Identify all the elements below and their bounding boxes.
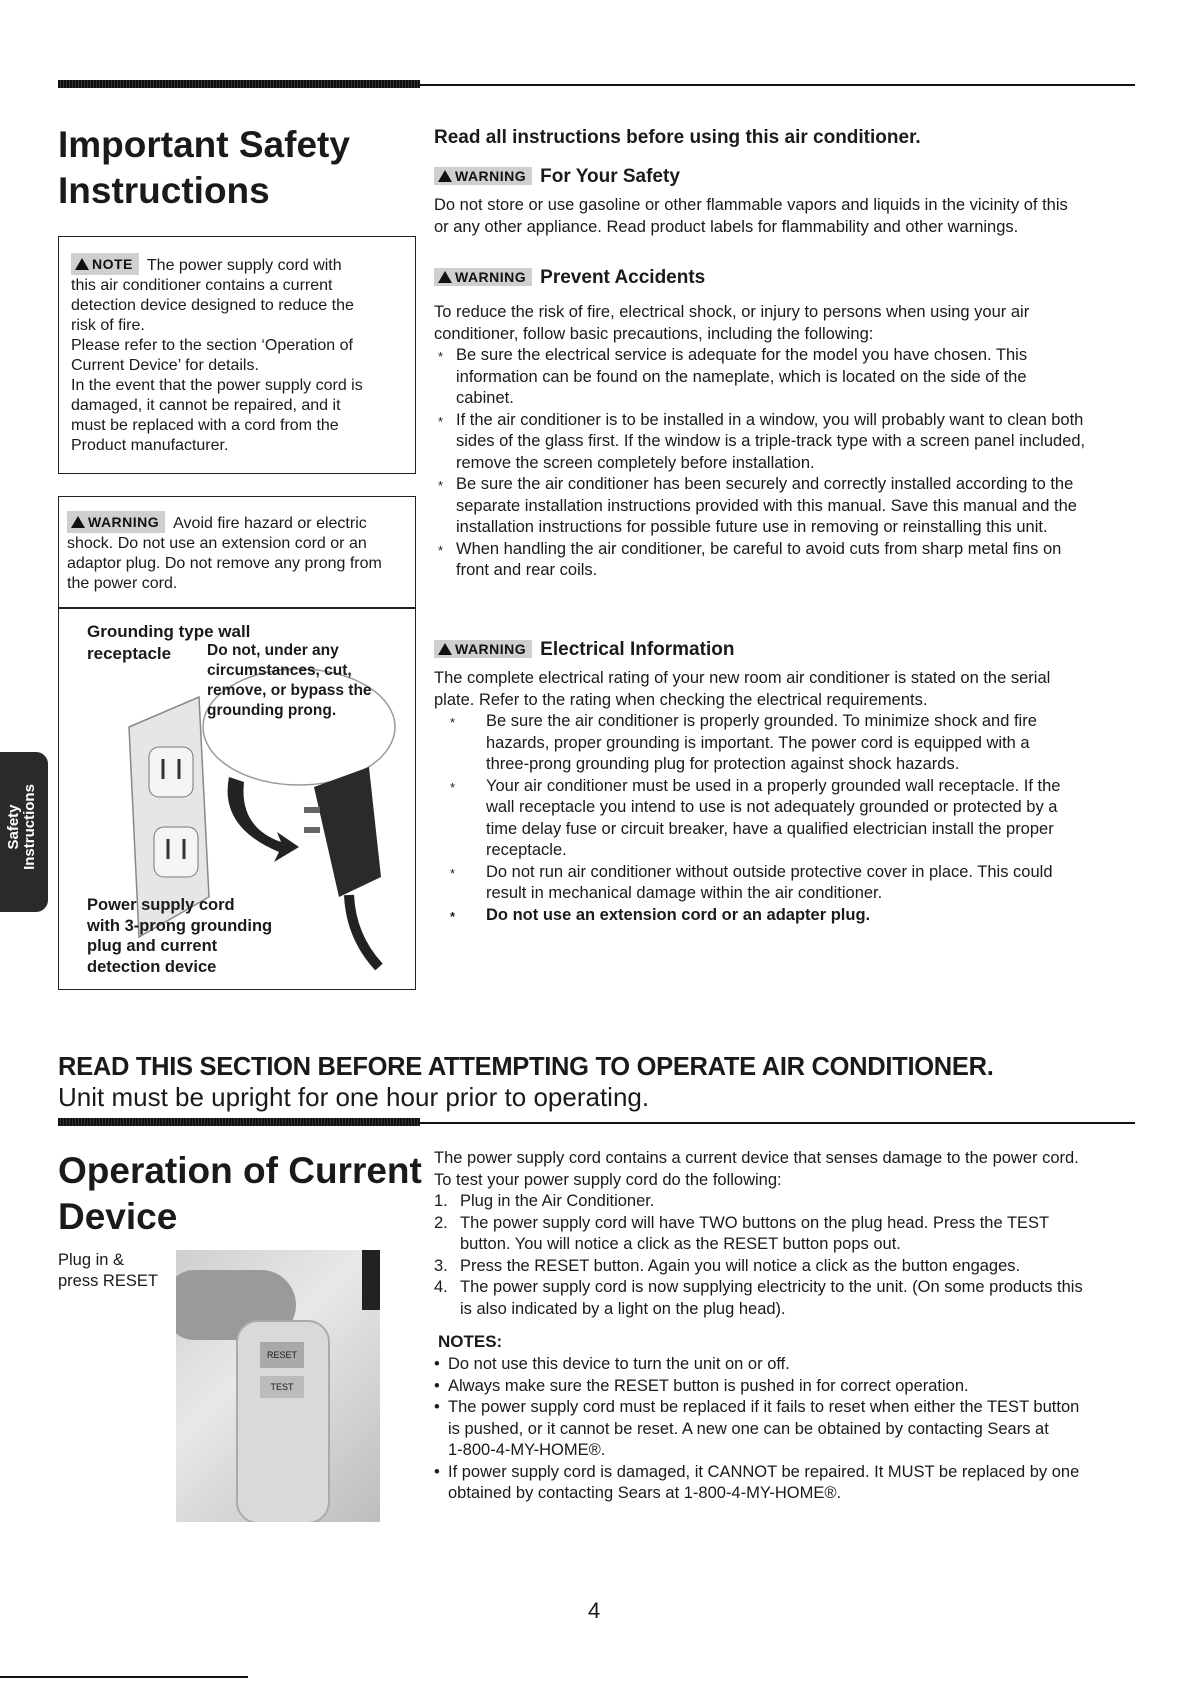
banner-line1: READ THIS SECTION BEFORE ATTEMPTING TO OPERATE AIR CONDITIONER. xyxy=(58,1053,994,1081)
notes-list xyxy=(434,1354,1144,1505)
side-tab-safety-instructions[interactable] xyxy=(0,752,48,912)
notes-title: NOTES: xyxy=(438,1332,503,1351)
mid-rule-thin xyxy=(420,1122,1135,1124)
plug-photo xyxy=(176,1250,380,1522)
warning-triangle-icon xyxy=(75,258,89,270)
bottom-rule xyxy=(0,1676,248,1678)
warning-badge: WARNING xyxy=(434,640,532,658)
page-title: Important Safety Instructions xyxy=(58,124,350,211)
list-item: * If the air conditioner is to be installed in a window, you will probably want to clean both sides of the glass first. If the window is a triple-track type with a screen panel included, remove the screen completely before installation. xyxy=(434,410,1144,475)
list-item-bold: * Do not use an extension cord or an adapter plug. xyxy=(434,905,1144,927)
note-box: NOTE The power supply cord with this air conditioner contains a current detection device designed to reduce the risk of fire. Please refer to the section ‘Operation of Current Device’ for details. In the event that the power supply cord is damaged, it cannot be repaired, and it must be replaced with a cord from the Product manufacturer. xyxy=(58,236,416,474)
warning-triangle-icon xyxy=(438,643,452,655)
plug-head-shape xyxy=(236,1320,330,1522)
curved-arrow-icon xyxy=(228,777,299,862)
note-badge: NOTE xyxy=(71,253,139,275)
list-item: • Always make sure the RESET button is pushed in for correct operation. xyxy=(434,1376,1144,1398)
warning-triangle-icon xyxy=(438,170,452,182)
list-item: * Do not run air conditioner without outside protective cover in place. This could result in mechanical damage within the air conditioner. xyxy=(434,862,1144,905)
label-receptacle: Grounding type wall receptacle xyxy=(87,622,251,663)
warning-triangle-icon xyxy=(438,271,452,283)
prevent-list xyxy=(434,345,1144,582)
operation-body: The power supply cord contains a current device that senses damage to the power cord. To test your power supply cord do the following: 1. Plug in the Air Conditioner. 2. The power supply cord will have TWO buttons on the plug head. Press the TEST button. You will notice a click as the RESET button pops out. 3. Press the RESET button. Again you will notice a click as the button engages. 4. The power supply cord is now supplying electricity to the unit. (On some products this is also indicated by a light on the plug head). NOTES: • Do not use this device to turn the unit on or off. • Always make sure the RESET button is pushed in for correct operation. • The power supply cord must be replaced if it fails to reset when either the TEST button is pushed, or it cannot be reset. A new one can be obtained by contacting Sears at 1-800-4-MY-HOME®. • If power supply cord is damaged, it CANNOT be repaired. It MUST be replaced by one obtained by contacting Sears at 1-800-4-MY-HOME®. xyxy=(434,1148,1144,1505)
list-item: • Do not use this device to turn the unit on or off. xyxy=(434,1354,1144,1376)
warning-badge: WARNING xyxy=(434,268,532,286)
test-button: TEST xyxy=(260,1376,304,1398)
top-rule-thin xyxy=(420,84,1135,86)
operation-title: Operation of Current Device xyxy=(58,1150,422,1237)
electrical-information-section: WARNING Electrical Information The complete electrical rating of your new room air conditioner is stated on the serial plate. Refer to the rating when checking the electrical requirements. * Be sure the air conditioner is properly grounded. To minimize shock and fire hazards, proper grounding is important. The power cord is equipped with a three-prong grounding plug for protection against shock hazards. * Your air conditioner must be used in a properly grounded wall receptacle. If the wall receptacle you intend to use is not adequately grounded or protected by a time delay fuse or circuit breaker, have a qualified electrician install the proper receptacle. * Do not run air conditioner without outside protective cover in place. This could result in mechanical damage within the air conditioner. * Do not use an extension cord or an adapter plug. xyxy=(434,638,1144,926)
list-item: * Your air conditioner must be used in a properly grounded wall receptacle. If the wall receptacle you intend to use is not adequately grounded or protected by a time delay fuse or circuit breaker, have a qualified electrician install the proper receptacle. xyxy=(434,776,1144,862)
photo-frame-edge xyxy=(362,1250,380,1310)
list-item: * Be sure the air conditioner is properly grounded. To minimize shock and fire hazards, proper grounding is important. The power cord is equipped with a three-prong grounding plug for protection against shock hazards. xyxy=(434,711,1144,776)
warning-badge: WARNING xyxy=(434,167,532,185)
list-item: * Be sure the electrical service is adequate for the model you have chosen. This information can be found on the nameplate, which is located on the side of the cabinet. xyxy=(434,345,1144,410)
label-cord: Power supply cord with 3-prong grounding plug and current detection device xyxy=(87,896,273,976)
intro-heading: Read all instructions before using this air conditioner. xyxy=(434,127,921,148)
warning-box: WARNING Avoid fire hazard or electric shock. Do not use an extension cord or an adaptor plug. Do not remove any prong from the power cord. xyxy=(58,496,416,608)
prevent-accidents-section: WARNING Prevent Accidents To reduce the risk of fire, electrical shock, or injury to persons when using your air conditioner, follow basic precautions, including the following: * Be sure the electrical service is adequate for the model you have chosen. This information can be found on the nameplate, which is located on the side of the cabinet. * If the air conditioner is to be installed in a window, you will probably want to clean both sides of the glass first. If the window is a triple-track type with a screen panel included, remove the screen completely before installation. * Be sure the air conditioner has been securely and correctly installed according to the separate installation instructions provided with this manual. Save this manual and the installation instructions for possible future use in removing or reinstalling this unit. * When handling the air conditioner, be careful to avoid cuts from sharp metal fins on front and rear coils. xyxy=(434,266,1144,582)
warning-triangle-icon xyxy=(71,516,85,528)
warning-badge: WARNING xyxy=(67,511,165,533)
banner-line2: Unit must be upright for one hour prior to operating. xyxy=(58,1082,650,1112)
side-tab-label: Safety Instructions xyxy=(5,784,38,870)
plug-icon xyxy=(304,767,381,967)
reset-button: RESET xyxy=(260,1342,304,1368)
photo-caption: Plug in & press RESET xyxy=(58,1251,158,1290)
callout-text: Do not, under any circumstances, cut, remove, or bypass the grounding prong. xyxy=(207,642,372,719)
list-item: 2. The power supply cord will have TWO buttons on the plug head. Press the TEST button. You will notice a click as the RESET button pops out. xyxy=(434,1213,1050,1253)
list-item: * When handling the air conditioner, be careful to avoid cuts from sharp metal fins on front and rear coils. xyxy=(434,539,1144,582)
list-item: 4. The power supply cord is now supplying electricity to the unit. (On some products this is also indicated by a light on the plug head). xyxy=(434,1278,1083,1318)
mid-rule-thick xyxy=(58,1118,420,1126)
page-number: 4 xyxy=(588,1598,601,1623)
list-item: * Be sure the air conditioner has been securely and correctly installed according to the separate installation instructions provided with this manual. Save this manual and the installation instructions for possible future use in removing or reinstalling this unit. xyxy=(434,474,1144,539)
top-rule-thick xyxy=(58,80,420,88)
list-item: 3. Press the RESET button. Again you will notice a click as the button engages. xyxy=(434,1256,1021,1275)
steps-list xyxy=(434,1191,1144,1320)
electrical-list xyxy=(434,711,1144,926)
list-item: • The power supply cord must be replaced if it fails to reset when either the TEST button is pushed, or it cannot be reset. A new one can be obtained by contacting Sears at 1-800-4-MY-HOME®. xyxy=(434,1397,1144,1462)
list-item: 1. Plug in the Air Conditioner. xyxy=(434,1192,655,1210)
illustration-box xyxy=(58,608,416,990)
banner xyxy=(58,1052,1148,1112)
for-safety-section: WARNING For Your Safety Do not store or use gasoline or other flammable vapors and liquids in the vicinity of this or any other appliance. Read product labels for flammability and other warnings. xyxy=(434,166,1068,236)
list-item: • If power supply cord is damaged, it CANNOT be repaired. It MUST be replaced by one obtained by contacting Sears at 1-800-4-MY-HOME®. xyxy=(434,1462,1144,1505)
